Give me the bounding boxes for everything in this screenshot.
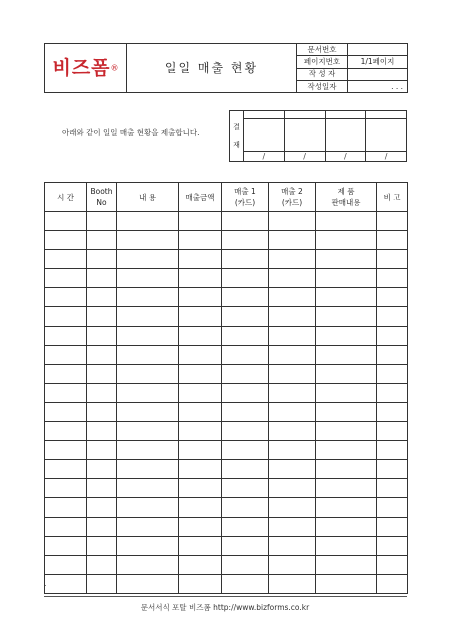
table-cell[interactable] (222, 288, 269, 307)
table-cell[interactable] (377, 364, 408, 383)
table-row (45, 364, 408, 383)
header-sales-amount: 매출금액 (179, 183, 222, 212)
date-slash: / (384, 151, 388, 161)
document-header (44, 43, 408, 93)
page-number-value[interactable]: 1/1페이지 (348, 56, 408, 68)
author-value[interactable] (348, 68, 408, 80)
table-cell[interactable] (316, 574, 377, 593)
table-cell[interactable] (316, 307, 377, 326)
table-cell[interactable] (179, 326, 222, 345)
footer-divider (44, 596, 407, 597)
table-cell[interactable] (222, 345, 269, 364)
table-cell[interactable] (45, 231, 87, 250)
table-cell[interactable] (45, 422, 87, 441)
page-number-label: 페이지번호 (297, 56, 348, 68)
table-cell[interactable] (222, 383, 269, 402)
approval-date-cell-3[interactable] (325, 151, 366, 161)
table-cell[interactable] (316, 555, 377, 574)
date-slash: / (344, 151, 347, 161)
table-cell[interactable] (179, 460, 222, 479)
table-cell[interactable] (269, 345, 316, 364)
table-cell[interactable] (45, 212, 87, 231)
author-label: 작 성 자 (297, 68, 348, 80)
table-cell[interactable] (222, 250, 269, 269)
table-cell[interactable] (45, 460, 87, 479)
table-cell[interactable] (222, 269, 269, 288)
table-cell[interactable] (45, 517, 87, 536)
table-row (45, 441, 408, 460)
table-cell[interactable] (45, 498, 87, 517)
table-cell[interactable] (316, 441, 377, 460)
table-cell[interactable] (87, 288, 117, 307)
table-cell[interactable] (222, 422, 269, 441)
table-cell[interactable] (377, 326, 408, 345)
table-cell[interactable] (377, 288, 408, 307)
table-cell[interactable] (316, 269, 377, 288)
table-cell[interactable] (117, 364, 179, 383)
header-time: 시 간 (45, 183, 87, 212)
header-content: 내 용 (117, 183, 179, 212)
table-cell[interactable] (117, 422, 179, 441)
table-cell[interactable] (87, 517, 117, 536)
table-cell[interactable] (269, 460, 316, 479)
table-cell[interactable] (377, 441, 408, 460)
table-cell[interactable] (87, 231, 117, 250)
table-cell[interactable] (117, 269, 179, 288)
table-cell[interactable] (87, 212, 117, 231)
table-row (45, 212, 408, 231)
table-cell[interactable] (377, 212, 408, 231)
registered-mark: ® (110, 63, 119, 72)
approval-label (230, 111, 244, 162)
logo-text: 비즈폼 (52, 56, 111, 79)
table-cell[interactable] (377, 479, 408, 498)
table-cell[interactable] (87, 460, 117, 479)
date-value[interactable]: . . . (348, 80, 408, 92)
table-cell[interactable] (269, 250, 316, 269)
footer-text: 문서서식 포탈 비즈폼 http://www.bizforms.co.kr (140, 603, 310, 612)
table-row (45, 269, 408, 288)
document-title-cell (127, 44, 297, 93)
table-cell[interactable] (269, 288, 316, 307)
table-cell[interactable] (269, 479, 316, 498)
table-cell[interactable] (87, 555, 117, 574)
table-cell[interactable] (117, 536, 179, 555)
table-row (45, 517, 408, 536)
table-cell[interactable] (45, 479, 87, 498)
table-cell[interactable] (45, 250, 87, 269)
table-cell[interactable] (179, 555, 222, 574)
table-cell[interactable] (269, 326, 316, 345)
table-cell[interactable] (316, 517, 377, 536)
approval-sign-cell-2[interactable] (284, 119, 325, 152)
table-row (45, 231, 408, 250)
table-cell[interactable] (117, 498, 179, 517)
brand-logo (45, 44, 127, 93)
table-cell[interactable] (45, 441, 87, 460)
table-cell[interactable] (377, 574, 408, 593)
table-cell[interactable] (377, 422, 408, 441)
table-cell[interactable] (179, 441, 222, 460)
table-cell[interactable] (117, 574, 179, 593)
table-cell[interactable] (269, 307, 316, 326)
table-cell[interactable] (377, 269, 408, 288)
table-row (45, 422, 408, 441)
table-cell[interactable] (269, 383, 316, 402)
approval-label-bottom: 재 (233, 141, 240, 149)
approval-box (229, 110, 407, 162)
table-row (45, 307, 408, 326)
table-cell[interactable] (316, 231, 377, 250)
table-cell[interactable] (222, 479, 269, 498)
table-cell[interactable] (87, 345, 117, 364)
table-cell[interactable] (117, 231, 179, 250)
table-row (45, 250, 408, 269)
table-cell[interactable] (117, 212, 179, 231)
table-cell[interactable] (222, 460, 269, 479)
approval-label-top: 결 (233, 123, 240, 131)
table-cell[interactable] (222, 441, 269, 460)
table-cell[interactable] (87, 574, 117, 593)
table-row (45, 326, 408, 345)
header-sales-1: 매출 1 (카드) (222, 183, 269, 212)
table-cell[interactable] (316, 250, 377, 269)
table-cell[interactable] (87, 479, 117, 498)
table-cell[interactable] (377, 555, 408, 574)
table-cell[interactable] (87, 269, 117, 288)
header-product: 제 품 판매내용 (316, 183, 377, 212)
table-cell[interactable] (269, 269, 316, 288)
table-row (45, 402, 408, 421)
approval-date-cell-2[interactable] (284, 151, 325, 161)
table-cell[interactable] (316, 498, 377, 517)
table-cell[interactable] (179, 288, 222, 307)
approval-sign-cell-1[interactable] (244, 119, 285, 152)
table-cell[interactable] (179, 364, 222, 383)
table-cell[interactable] (87, 326, 117, 345)
doc-number-value[interactable] (348, 44, 408, 56)
date-label: 작성일자 (297, 80, 348, 92)
table-cell[interactable] (222, 402, 269, 421)
table-cell[interactable] (179, 212, 222, 231)
table-row (45, 460, 408, 479)
date-slash: / (262, 151, 266, 161)
table-cell[interactable] (45, 269, 87, 288)
table-cell[interactable] (87, 383, 117, 402)
table-cell[interactable] (222, 498, 269, 517)
submission-notice: 아래와 같이 일일 매출 현황을 제출합니다. (62, 128, 200, 137)
table-cell[interactable] (377, 345, 408, 364)
table-cell[interactable] (377, 517, 408, 536)
table-cell[interactable] (377, 307, 408, 326)
table-cell[interactable] (179, 517, 222, 536)
table-cell[interactable] (87, 422, 117, 441)
table-cell[interactable] (179, 498, 222, 517)
table-row (45, 345, 408, 364)
table-cell[interactable] (316, 422, 377, 441)
table-cell[interactable] (222, 231, 269, 250)
table-cell[interactable] (179, 536, 222, 555)
table-cell[interactable] (316, 383, 377, 402)
document-title: 일일 매출 현황 (164, 61, 259, 75)
table-cell[interactable] (45, 536, 87, 555)
approval-date-cell-4[interactable] (366, 151, 407, 161)
table-cell[interactable] (87, 364, 117, 383)
table-cell[interactable] (179, 345, 222, 364)
approval-title-cell-2[interactable] (284, 111, 325, 119)
table-cell[interactable] (117, 479, 179, 498)
table-row (45, 498, 408, 517)
sales-table (44, 182, 408, 594)
table-cell[interactable] (269, 364, 316, 383)
table-row (45, 574, 408, 593)
table-cell[interactable] (269, 231, 316, 250)
table-cell[interactable] (222, 555, 269, 574)
table-cell[interactable] (45, 288, 87, 307)
table-cell[interactable] (377, 383, 408, 402)
table-cell[interactable] (316, 536, 377, 555)
approval-sign-cell-3[interactable] (325, 119, 366, 152)
table-row (45, 383, 408, 402)
table-cell[interactable] (269, 441, 316, 460)
table-cell[interactable] (316, 212, 377, 231)
table-cell[interactable] (179, 479, 222, 498)
table-cell[interactable] (179, 231, 222, 250)
header-sales-2: 매출 2 (카드) (269, 183, 316, 212)
table-cell[interactable] (377, 231, 408, 250)
table-cell[interactable] (87, 250, 117, 269)
table-cell[interactable] (179, 269, 222, 288)
table-cell[interactable] (87, 441, 117, 460)
table-cell[interactable] (222, 326, 269, 345)
table-cell[interactable] (117, 460, 179, 479)
sales-table-body (45, 212, 408, 594)
table-cell[interactable] (117, 517, 179, 536)
table-cell[interactable] (179, 402, 222, 421)
table-cell[interactable] (117, 383, 179, 402)
table-cell[interactable] (117, 326, 179, 345)
table-cell[interactable] (45, 402, 87, 421)
table-cell[interactable] (377, 498, 408, 517)
table-cell[interactable] (316, 364, 377, 383)
table-row (45, 288, 408, 307)
table-cell[interactable] (377, 536, 408, 555)
table-cell[interactable] (117, 288, 179, 307)
table-cell[interactable] (45, 383, 87, 402)
table-cell[interactable] (117, 250, 179, 269)
table-cell[interactable] (269, 212, 316, 231)
table-cell[interactable] (87, 307, 117, 326)
table-cell[interactable] (222, 307, 269, 326)
table-cell[interactable] (117, 402, 179, 421)
table-cell[interactable] (117, 555, 179, 574)
date-slash: / (303, 151, 306, 161)
table-cell[interactable] (316, 345, 377, 364)
table-cell[interactable] (222, 574, 269, 593)
table-cell[interactable] (45, 326, 87, 345)
table-cell[interactable] (316, 460, 377, 479)
table-cell[interactable] (45, 307, 87, 326)
table-cell[interactable] (45, 364, 87, 383)
table-cell[interactable] (377, 460, 408, 479)
approval-date-cell-1[interactable] (244, 151, 285, 161)
table-cell[interactable] (269, 555, 316, 574)
header-booth-no: Booth No (87, 183, 117, 212)
table-cell[interactable] (45, 574, 87, 593)
table-cell[interactable] (45, 345, 87, 364)
table-cell[interactable] (117, 441, 179, 460)
approval-sign-cell-4[interactable] (366, 119, 407, 152)
table-cell[interactable] (269, 402, 316, 421)
table-cell[interactable] (222, 212, 269, 231)
table-cell[interactable] (179, 307, 222, 326)
table-cell[interactable] (269, 517, 316, 536)
approval-title-cell-1[interactable] (244, 111, 285, 119)
table-cell[interactable] (377, 402, 408, 421)
table-cell[interactable] (87, 498, 117, 517)
header-remarks: 비 고 (377, 183, 408, 212)
table-cell[interactable] (222, 364, 269, 383)
table-cell[interactable] (377, 250, 408, 269)
table-cell[interactable] (87, 402, 117, 421)
table-row (45, 555, 408, 574)
table-cell[interactable] (316, 326, 377, 345)
doc-number-label: 문서번호 (297, 44, 348, 56)
table-cell[interactable] (269, 422, 316, 441)
table-cell[interactable] (269, 574, 316, 593)
table-row (45, 479, 408, 498)
table-row (45, 536, 408, 555)
table-cell[interactable] (117, 345, 179, 364)
table-cell[interactable] (179, 422, 222, 441)
table-cell[interactable] (269, 536, 316, 555)
table-cell[interactable] (179, 383, 222, 402)
table-cell[interactable] (269, 498, 316, 517)
footnote-dot: . (44, 579, 47, 588)
table-cell[interactable] (316, 288, 377, 307)
approval-title-cell-3[interactable] (325, 111, 366, 119)
table-cell[interactable] (222, 517, 269, 536)
table-cell[interactable] (316, 479, 377, 498)
table-cell[interactable] (117, 307, 179, 326)
table-cell[interactable] (179, 574, 222, 593)
approval-title-cell-4[interactable] (366, 111, 407, 119)
table-cell[interactable] (45, 555, 87, 574)
table-cell[interactable] (87, 536, 117, 555)
table-cell[interactable] (179, 250, 222, 269)
table-cell[interactable] (316, 402, 377, 421)
table-cell[interactable] (222, 536, 269, 555)
